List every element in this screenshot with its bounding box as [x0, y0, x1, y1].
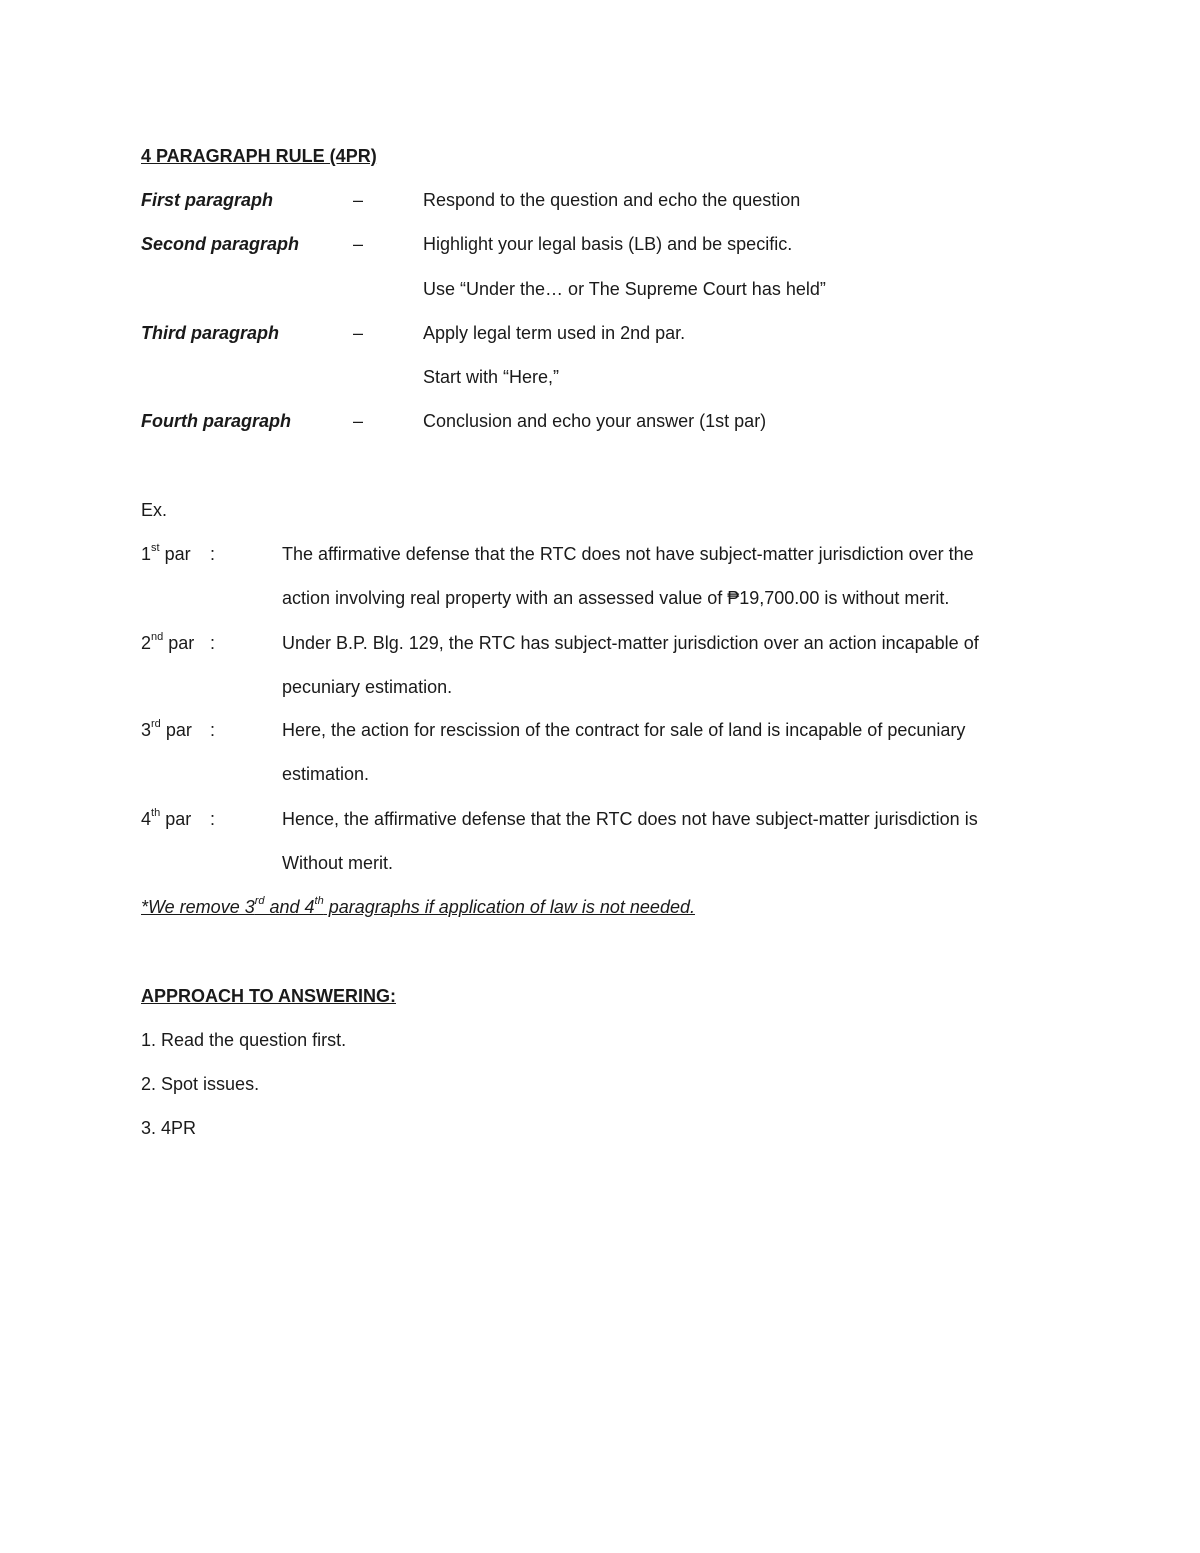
example-text: Hence, the affirmative defense that the RTC does not have subject-matter jurisdiction is [282, 809, 978, 829]
page-title: 4 PARAGRAPH RULE (4PR) [141, 146, 377, 166]
rule-dash: – [353, 190, 364, 210]
approach-title: APPROACH TO ANSWERING: [141, 986, 397, 1006]
rule-dash: – [353, 323, 364, 343]
example-text: action involving real property with an assessed value of ₱19,700.00 is without merit. [282, 588, 950, 608]
example-par-label: 2nd par [141, 631, 195, 653]
example-par-label: 4th par [141, 807, 192, 829]
rule-text: Start with “Here,” [423, 367, 560, 387]
rule-label-second: Second paragraph [141, 234, 300, 254]
example-text: estimation. [282, 764, 370, 784]
approach-step: 2. Spot issues. [141, 1074, 260, 1094]
rule-text: Use “Under the… or The Supreme Court has held” [423, 279, 826, 299]
rule-text: Respond to the question and echo the question [423, 190, 801, 210]
rule-dash: – [353, 411, 364, 431]
rule-text: Apply legal term used in 2nd par. [423, 323, 686, 343]
example-colon: : [210, 720, 216, 740]
rule-text: Conclusion and echo your answer (1st par) [423, 411, 767, 431]
example-text: Under B.P. Blg. 129, the RTC has subject-matter jurisdiction over an action incapable of [282, 633, 979, 653]
example-text: The affirmative defense that the RTC does not have subject-matter jurisdiction over the [282, 544, 974, 564]
example-label: Ex. [141, 500, 168, 520]
approach-step: 1. Read the question first. [141, 1030, 347, 1050]
example-colon: : [210, 633, 216, 653]
example-colon: : [210, 544, 216, 564]
example-note: *We remove 3rd and 4th paragraphs if application of law is not needed. [141, 895, 695, 917]
rule-text: Highlight your legal basis (LB) and be specific. [423, 234, 793, 254]
rule-dash: – [353, 234, 364, 254]
rule-label-fourth: Fourth paragraph [141, 411, 292, 431]
example-par-label: 1st par [141, 542, 191, 564]
example-text: Here, the action for rescission of the contract for sale of land is incapable of pecuniary [282, 720, 966, 740]
approach-step: 3. 4PR [141, 1118, 197, 1138]
example-text: Without merit. [282, 853, 394, 873]
rule-label-third: Third paragraph [141, 323, 280, 343]
example-colon: : [210, 809, 216, 829]
rule-label-first: First paragraph [141, 190, 274, 210]
example-par-label: 3rd par [141, 718, 192, 740]
example-text: pecuniary estimation. [282, 677, 453, 697]
